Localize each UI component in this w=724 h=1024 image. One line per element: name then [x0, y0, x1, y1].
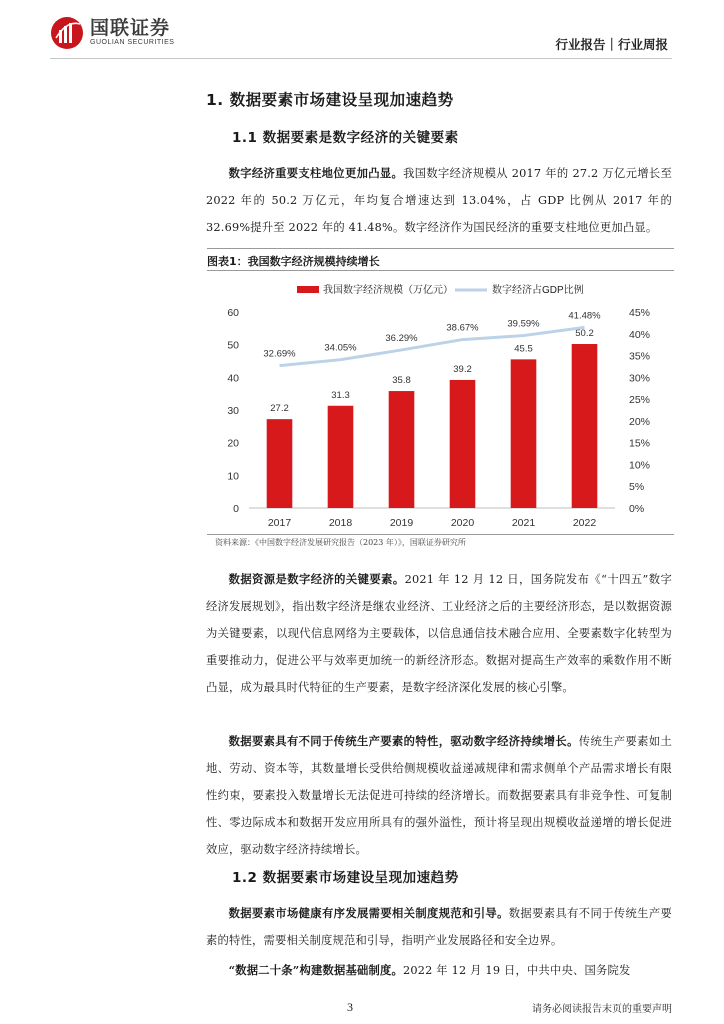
y2-axis-tick-label: 40% — [629, 328, 651, 341]
paragraph-data-twenty — [206, 957, 672, 984]
line-value-label: 38.67% — [446, 322, 479, 334]
paragraph-lead: 数据要素具有不同于传统生产要素的特性，驱动数字经济持续增长。 — [228, 734, 579, 748]
y-axis-tick-label: 50 — [227, 339, 239, 352]
legend-label-bar: 我国数字经济规模（万亿元） — [323, 285, 453, 296]
company-logo — [50, 16, 174, 50]
bar-value-label: 35.8 — [392, 375, 411, 387]
bar-value-label: 45.5 — [514, 343, 533, 355]
legend-label-line: 数字经济占GDP比例 — [492, 285, 584, 296]
x-axis-tick-label: 2018 — [328, 517, 353, 529]
logo-chinese-name: 国联证券 — [90, 17, 171, 39]
digital-economy-chart — [207, 274, 674, 534]
x-axis-tick-label: 2019 — [389, 517, 414, 529]
bar — [267, 419, 293, 508]
paragraph-body: 传统生产要素如土地、劳动、资本等，其数量增长受供给侧规模收益递减规律和需求侧单个产品需求增长有限性约束，要素投入数量增长无法促进可持续的经济增长。而数据要素具有非竞争性、可复制性、零边际成本和数据开发应用所具有的强外溢性，预计将呈现出规模收益递增的增长促进效应，驱动数字经济持续增长。 — [206, 735, 672, 856]
bar — [511, 359, 537, 508]
y2-axis-tick-label: 15% — [629, 437, 651, 450]
line-value-label: 34.05% — [324, 342, 357, 354]
y2-axis-tick-label: 25% — [629, 394, 651, 407]
section-title-1: 1. 数据要素市场建设呈现加速趋势 — [206, 91, 454, 109]
paragraph-body: 我国数字经济规模从 2017 年的 27.2 万亿元增长至 2022 年的 50.2 万亿元，年均复合增速达到 13.04%，占 GDP 比例从 2017 年的 32.69%提升至 2022 年的 41.48%。数字经济作为国民经济的重要支柱地位更加凸显。 — [206, 167, 672, 234]
y2-axis-tick-label: 20% — [629, 415, 651, 428]
paragraph-data-features — [206, 728, 672, 863]
line-value-label: 36.29% — [385, 332, 418, 344]
paragraph-lead: 数据资源是数字经济的关键要素。 — [228, 572, 405, 586]
logo-english-name: GUOLIAN SECURITIES — [90, 39, 175, 46]
figure-bottom-rule — [207, 534, 674, 535]
figure-source: 资料来源：《中国数字经济发展研究报告（2023 年）》，国联证券研究所 — [215, 538, 466, 547]
paragraph-lead: 数据要素市场健康有序发展需要相关制度规范和引导。 — [228, 906, 509, 920]
paragraph-body: 2021 年 12 月 12 日，国务院发布《“十四五”数字经济发展规划》，指出数字经济是继农业经济、工业经济之后的主要经济形态，是以数据资源为关键要素，以现代信息网络为主要载体，以信息通信技术融合应用、全要素数字化转型为重要推动力，促进公平与效率更加统一的新经济形态。数据对提高生产效率的乘数作用不断凸显，成为最具时代特征的生产要素，是数字经济深化发展的核心引擎。 — [206, 573, 672, 694]
paragraph-digital-economy — [206, 160, 672, 241]
y2-axis-tick-label: 0% — [629, 503, 645, 515]
x-axis-tick-label: 2022 — [572, 517, 597, 529]
y2-axis-tick-label: 5% — [629, 481, 645, 494]
y2-axis-tick-label: 35% — [629, 350, 651, 363]
x-axis-tick-label: 2020 — [450, 517, 475, 529]
y-axis-tick-label: 10 — [227, 470, 239, 483]
y-axis-tick-label: 60 — [227, 307, 239, 319]
bar-value-label: 50.2 — [575, 328, 594, 340]
y-axis-tick-label: 20 — [227, 437, 239, 450]
bar — [450, 380, 476, 508]
bar-value-label: 27.2 — [270, 403, 289, 415]
legend-swatch-bar — [297, 286, 319, 293]
x-axis-tick-label: 2021 — [511, 517, 536, 529]
bar — [328, 406, 354, 508]
paragraph-body: 数据要素具有不同于传统生产要素的特性，需要相关制度规范和引导，指明产业发展路径和安全边界。 — [206, 907, 672, 947]
paragraph-lead: “数据二十条”构建数据基础制度。 — [228, 963, 403, 977]
figure-title: 图表1：我国数字经济规模持续增长 — [207, 255, 380, 268]
y-axis-tick-label: 40 — [227, 372, 239, 385]
header-divider — [50, 58, 672, 59]
line-value-label: 32.69% — [263, 348, 296, 360]
bar-value-label: 31.3 — [331, 389, 350, 401]
bar-value-label: 39.2 — [453, 363, 472, 375]
x-axis-tick-label: 2017 — [267, 517, 292, 529]
section-title-1-2: 1.2 数据要素市场建设呈现加速趋势 — [232, 870, 459, 886]
y2-axis-tick-label: 10% — [629, 459, 651, 472]
bar — [572, 344, 598, 508]
line-value-label: 39.59% — [507, 318, 540, 330]
paragraph-body: 2022 年 12 月 19 日，中共中央、国务院发 — [402, 964, 631, 977]
y2-axis-tick-label: 45% — [629, 307, 651, 319]
paragraph-market-regulation — [206, 900, 672, 954]
y-axis-tick-label: 0 — [233, 503, 239, 515]
bar — [389, 391, 415, 508]
paragraph-data-resource — [206, 566, 672, 701]
y2-axis-tick-label: 30% — [629, 372, 651, 385]
figure-title-rule — [207, 270, 674, 271]
paragraph-lead: 数字经济重要支柱地位更加凸显。 — [228, 166, 404, 180]
logo-mark-icon — [50, 16, 84, 50]
y-axis-tick-label: 30 — [227, 405, 239, 417]
section-title-1-1: 1.1 数据要素是数字经济的关键要素 — [232, 130, 459, 146]
report-type: 行业报告｜行业周报 — [555, 37, 668, 52]
figure-top-rule — [207, 248, 674, 249]
line-value-label: 41.48% — [568, 310, 601, 322]
page-number: 3 — [347, 1000, 353, 1014]
disclaimer-note: 请务必阅读报告末页的重要声明 — [532, 1004, 672, 1015]
